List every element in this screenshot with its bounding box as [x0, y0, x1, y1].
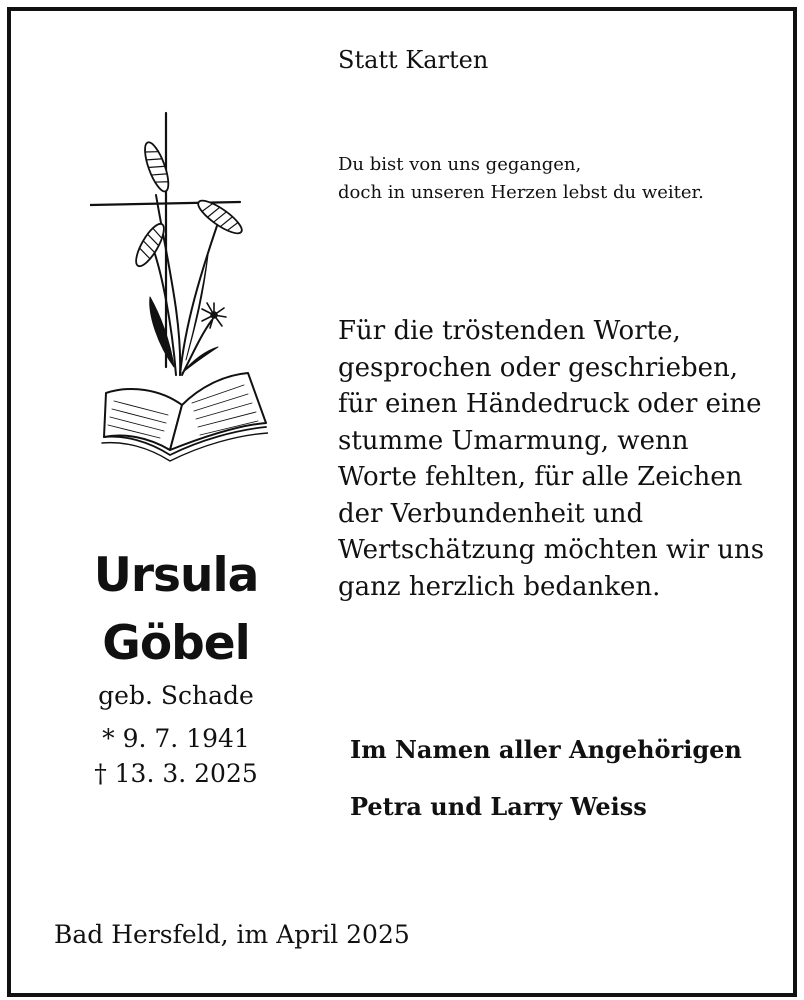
- death-date: † 13. 3. 2025: [94, 759, 258, 788]
- thanks-line: Wertschätzung möchten wir uns: [338, 535, 765, 565]
- thanks-line: stumme Umarmung, wenn: [338, 425, 689, 456]
- thanks-line: für einen Händedruck oder eine: [338, 389, 762, 419]
- thanks-line: der Verbundenheit und: [338, 498, 644, 529]
- deceased-first-name: Ursula: [93, 548, 259, 603]
- signature-intro: Im Namen aller Angehörigen: [350, 735, 742, 764]
- header-text: Statt Karten: [338, 46, 489, 74]
- cross-wheat-book-icon: [90, 105, 268, 468]
- thanks-line: ganz herzlich bedanken.: [338, 571, 661, 602]
- memorial-quote: [338, 151, 704, 207]
- quote-line: Du bist von uns gegangen,: [338, 154, 582, 175]
- quote-line: doch in unseren Herzen lebst du weiter.: [338, 182, 704, 203]
- thanks-line: gesprochen oder geschrieben,: [338, 352, 739, 383]
- signature-names: Petra und Larry Weiss: [350, 792, 647, 821]
- maiden-name: geb. Schade: [98, 681, 254, 710]
- birth-date: * 9. 7. 1941: [102, 724, 250, 753]
- thanks-line: Für die tröstenden Worte,: [338, 316, 681, 346]
- thanks-paragraph: [338, 313, 764, 605]
- thanks-line: Worte fehlten, für alle Zeichen: [338, 462, 743, 492]
- deceased-last-name: Göbel: [102, 616, 250, 671]
- place-date: Bad Hersfeld, im April 2025: [54, 920, 410, 949]
